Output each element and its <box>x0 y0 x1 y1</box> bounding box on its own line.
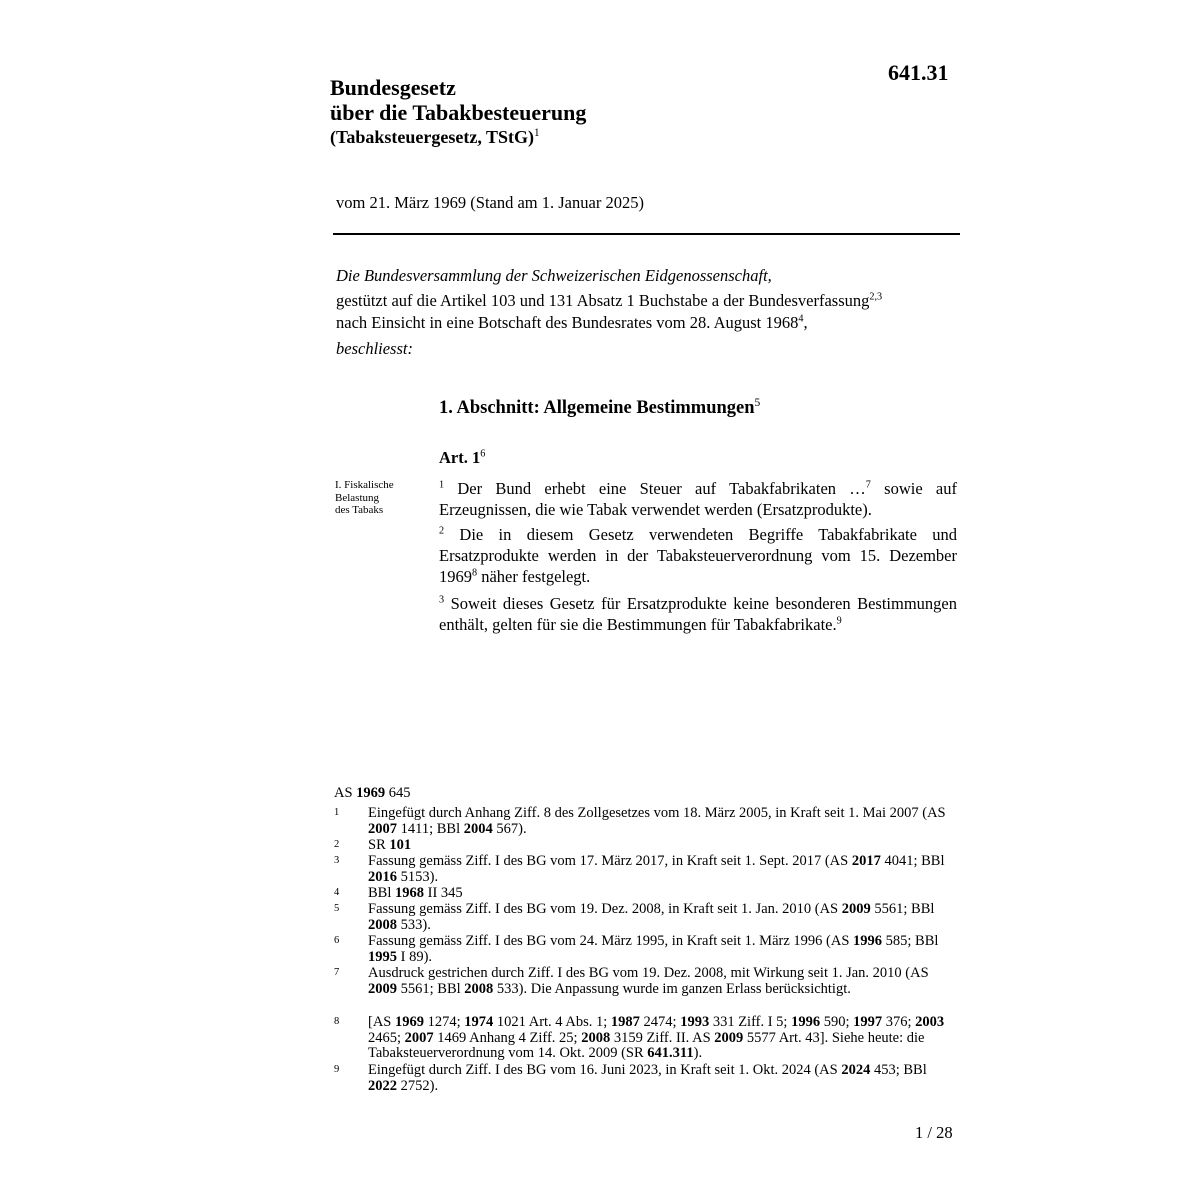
footnote-text: Ausdruck gestrichen durch Ziff. I des BG vom 19. Dez. 2008, mit Wirkung seit 1. Jan. 2010 (AS 2009 5561; BBl 2008 533). Die Anpassung wurde im ganzen Erlass berücksichtigt. <box>368 965 929 997</box>
as-page: 645 <box>385 785 411 801</box>
footnote-2 <box>334 838 954 854</box>
preamble-decision: beschliesst: <box>336 339 413 358</box>
footnote-text: Fassung gemäss Ziff. I des BG vom 19. Dez. 2008, in Kraft seit 1. Jan. 2010 (AS 2009 5561; BBl 2008 533). <box>368 901 935 933</box>
paragraph-text: Die in diesem Gesetz verwendeten Begriffe Tabakfabrikate und Ersatzprodukte werden in der Tabaksteuerverordnung vom 15. Dezember 1969 <box>439 525 957 586</box>
footnote-number: 8 <box>334 1016 340 1027</box>
paragraph-2 <box>439 524 957 587</box>
footnote-number: 3 <box>334 855 340 866</box>
footnote-9 <box>334 1063 954 1094</box>
footnote-text: BBl 1968 II 345 <box>368 885 463 901</box>
sr-number: 641.31 <box>888 60 949 85</box>
article-heading <box>439 448 485 468</box>
footnote-number: 4 <box>334 887 340 898</box>
footnote-number: 1 <box>334 807 340 818</box>
section-title: 1. Abschnitt: Allgemeine Bestimmungen <box>439 398 755 418</box>
footnote-ref-8[interactable]: 8 <box>472 567 478 579</box>
paragraph-text: Soweit dieses Gesetz für Ersatzprodukte keine besonderen Bestimmungen enthält, gelten für sie die Bestimmungen für Tabakfabrikate. <box>439 594 957 634</box>
section-heading <box>439 398 760 419</box>
paragraph-text: Der Bund erhebt eine Steuer auf Tabakfabrikaten … <box>444 479 866 498</box>
title-line-2: über die Tabakbesteuerung <box>330 100 587 125</box>
page-number: 1 / 28 <box>915 1123 953 1142</box>
document-title <box>330 75 586 150</box>
as-year: 1969 <box>356 785 386 801</box>
divider <box>333 233 960 235</box>
footnote-1 <box>334 806 954 837</box>
footnote-text: Eingefügt durch Anhang Ziff. 8 des Zollgesetzes vom 18. März 2005, in Kraft seit 1. Mai 2007 (AS 2007 1411; BBl 2004 567). <box>368 805 946 837</box>
title-line-3 <box>330 125 586 150</box>
footnote-3 <box>334 854 954 885</box>
paragraph-number: 1 <box>439 479 445 491</box>
footnote-text: Fassung gemäss Ziff. I des BG vom 24. März 1995, in Kraft seit 1. März 1996 (AS 1996 585; BBl 1995 I 89). <box>368 933 939 965</box>
basis-text: gestützt auf die Artikel 103 und 131 Absatz 1 Buchstabe a der Bundesverfassung <box>336 291 870 310</box>
paragraph-text: näher festgelegt. <box>477 567 591 586</box>
footnote-ref-2-3[interactable]: 2,3 <box>869 291 883 303</box>
official-compilation-ref <box>334 785 411 802</box>
footnote-text: Eingefügt durch Ziff. I des BG vom 16. Juni 2023, in Kraft seit 1. Okt. 2024 (AS 2024 453; BBl 2022 2752). <box>368 1062 927 1094</box>
footnote-number: 2 <box>334 839 340 850</box>
date-status: vom 21. März 1969 (Stand am 1. Januar 2025) <box>336 193 644 212</box>
title-line-1: Bundesgesetz <box>330 75 456 100</box>
paragraph-number: 3 <box>439 594 445 606</box>
footnote-7 <box>334 966 954 997</box>
message-comma: , <box>803 313 808 332</box>
footnote-6 <box>334 934 954 965</box>
footnote-ref-7[interactable]: 7 <box>865 479 871 491</box>
footnote-5 <box>334 902 954 933</box>
footnote-ref-6[interactable]: 6 <box>480 448 486 460</box>
preamble-basis <box>336 290 960 311</box>
paragraph-1 <box>439 478 957 520</box>
footnote-text: Fassung gemäss Ziff. I des BG vom 17. März 2017, in Kraft seit 1. Sept. 2017 (AS 2017 4041; BBl 2016 5153). <box>368 853 945 885</box>
margin-note <box>335 479 430 517</box>
margin-note-line: Belastung <box>335 491 379 504</box>
footnote-ref-9[interactable]: 9 <box>836 615 842 627</box>
footnote-8 <box>334 1015 954 1062</box>
paragraph-number: 2 <box>439 525 445 537</box>
footnote-number: 9 <box>334 1064 340 1075</box>
footnote-number: 6 <box>334 935 340 946</box>
footnote-ref-1[interactable]: 1 <box>534 127 540 139</box>
as-prefix: AS <box>334 785 357 801</box>
footnote-text: SR 101 <box>368 837 412 853</box>
margin-note-line: des Tabaks <box>335 504 384 516</box>
preamble-message <box>336 312 960 333</box>
preamble-intro: Die Bundesversammlung der Schweizerischen Eidgenossenschaft, <box>336 266 772 285</box>
message-text: nach Einsicht in eine Botschaft des Bundesrates vom 28. August 1968 <box>336 313 799 332</box>
paragraph-3 <box>439 593 957 635</box>
footnote-number: 7 <box>334 967 340 978</box>
short-title: (Tabaksteuergesetz, TStG) <box>330 127 534 147</box>
footnote-text: [AS 1969 1274; 1974 1021 Art. 4 Abs. 1; 1987 2474; 1993 331 Ziff. I 5; 1996 590; 1997 376; 2003 2465; 2007 1469 Anhang 4 Ziff. 25; 2008 3159 Ziff. II. AS 2009 5577 Art. 43]. Siehe heute: die Tabaksteuerverordnung vom 14. Okt. 2009 (SR 641.311). <box>368 1014 945 1061</box>
footnote-ref-5[interactable]: 5 <box>754 396 761 409</box>
article-title: Art. 1 <box>439 448 481 467</box>
paragraph-text: sowie auf Erzeugnissen, die wie Tabak verwendet werden (Ersatzprodukte). <box>439 479 957 519</box>
footnote-number: 5 <box>334 903 340 914</box>
footnote-ref-4[interactable]: 4 <box>798 313 804 325</box>
margin-note-line: I. Fiskalische <box>335 479 394 491</box>
footnote-4 <box>334 886 954 902</box>
